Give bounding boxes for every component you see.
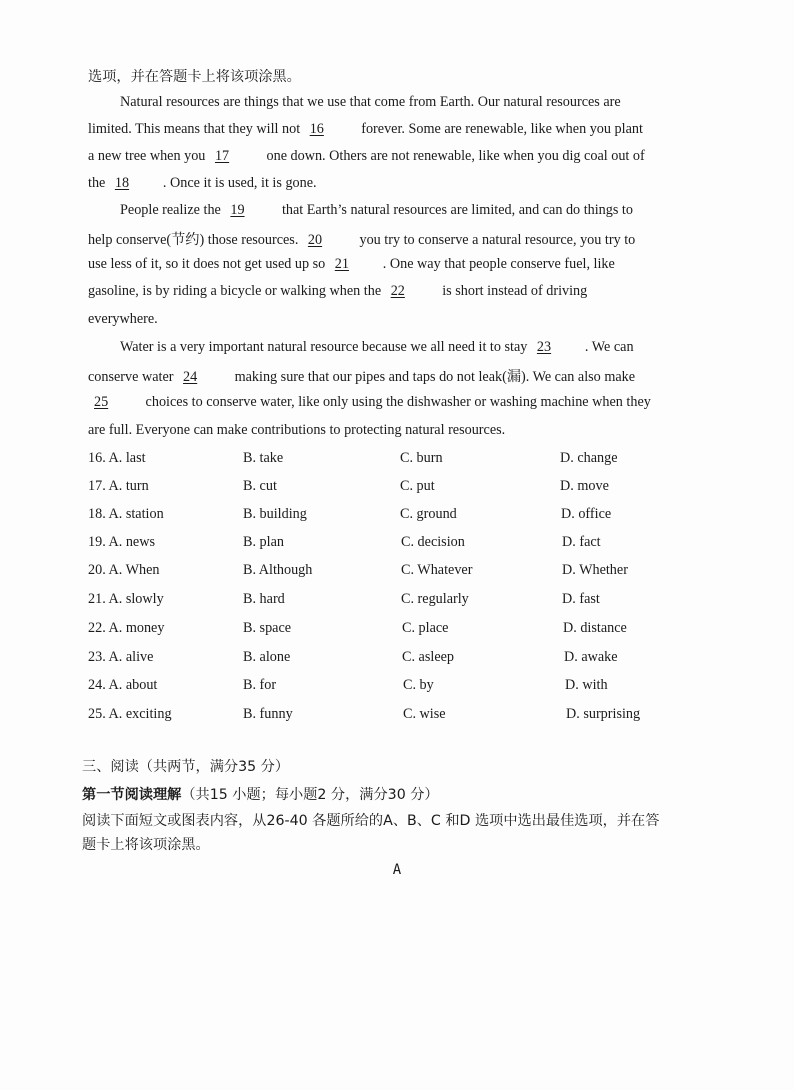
options-row-22 bbox=[88, 620, 728, 640]
text: Natural resources are things that we use that come from Earth. Our natural resources are bbox=[120, 94, 621, 110]
option-a: 25. A. exciting bbox=[88, 706, 172, 722]
options-row-20 bbox=[88, 562, 728, 582]
text: you try to conserve a natural resource, you try to bbox=[359, 232, 636, 248]
option-c: C. place bbox=[402, 620, 449, 636]
blank-23: 23 bbox=[536, 339, 552, 355]
option-a: 19. A. news bbox=[88, 534, 155, 550]
option-d: D. with bbox=[565, 677, 608, 693]
text: . One way that people conserve fuel, like bbox=[382, 256, 615, 272]
option-c: C. put bbox=[400, 478, 435, 494]
option-c: C. regularly bbox=[401, 591, 469, 607]
text: conserve water bbox=[88, 369, 174, 385]
option-d: D. distance bbox=[563, 620, 627, 636]
option-c: C. by bbox=[403, 677, 434, 693]
text: are full. Everyone can make contributions to protecting natural resources. bbox=[88, 422, 506, 438]
blank-22: 22 bbox=[390, 283, 405, 299]
section3-instruction-1: 阅读下面短文或图表内容，从26-40 各题所给的A、B、C 和D 选项中选出最佳选项，并在答 bbox=[82, 813, 660, 829]
text: Water is a very important natural resource because we all need it to stay bbox=[120, 339, 528, 355]
p1-line4 bbox=[88, 175, 317, 192]
subtitle-rest: （共15 小题；每小题2 分，满分30 分） bbox=[181, 787, 439, 803]
option-c: C. asleep bbox=[402, 649, 455, 665]
options-row-17 bbox=[88, 478, 728, 498]
section3-title: 三、阅读（共两节，满分35 分） bbox=[82, 759, 290, 775]
blank-21: 21 bbox=[334, 256, 349, 272]
option-d: D. move bbox=[560, 478, 609, 494]
option-b: B. hard bbox=[243, 591, 285, 607]
text: making sure that our pipes and taps do not leak(漏). We can also make bbox=[234, 369, 636, 385]
text: choices to conserve water, like only using the dishwasher or washing machine when they bbox=[145, 394, 651, 410]
option-b: B. cut bbox=[243, 478, 277, 494]
p3-line2 bbox=[88, 366, 635, 386]
text: that Earth’s natural resources are limited, and can do things to bbox=[281, 202, 633, 218]
p1-line1 bbox=[120, 94, 621, 111]
options-row-24 bbox=[88, 677, 728, 697]
option-b: B. alone bbox=[243, 649, 291, 665]
section3-instruction-2: 题卡上将该项涂黑。 bbox=[82, 837, 210, 853]
intro-line: 选项，并在答题卡上将该项涂黑。 bbox=[88, 69, 301, 85]
p3-line3 bbox=[88, 394, 651, 411]
blank-17: 17 bbox=[214, 148, 230, 164]
text: everywhere. bbox=[88, 311, 158, 327]
p3-line1 bbox=[120, 339, 634, 356]
option-a: 22. A. money bbox=[88, 620, 165, 636]
option-c: C. wise bbox=[403, 706, 446, 722]
option-a: 17. A. turn bbox=[88, 478, 149, 494]
option-b: B. plan bbox=[243, 534, 284, 550]
p2-line5 bbox=[88, 311, 158, 328]
text: . We can bbox=[584, 339, 634, 355]
option-c: C. decision bbox=[401, 534, 465, 550]
blank-24: 24 bbox=[183, 369, 198, 385]
option-d: D. office bbox=[561, 506, 612, 522]
text: . Once it is used, it is gone. bbox=[162, 175, 317, 191]
blank-16: 16 bbox=[309, 121, 324, 137]
p2-line3 bbox=[88, 256, 615, 273]
text: use less of it, so it does not get used up so bbox=[88, 256, 326, 272]
options-row-23 bbox=[88, 649, 728, 669]
option-a: 18. A. station bbox=[88, 506, 164, 522]
part-label: A bbox=[392, 862, 402, 878]
options-row-25 bbox=[88, 706, 728, 726]
option-a: 23. A. alive bbox=[88, 649, 154, 665]
option-a: 16. A. last bbox=[88, 450, 146, 466]
p1-line3 bbox=[88, 148, 645, 165]
section3-subtitle bbox=[82, 784, 439, 804]
blank-20: 20 bbox=[307, 232, 323, 248]
option-c: C. ground bbox=[400, 506, 457, 522]
option-d: D. change bbox=[560, 450, 618, 466]
option-b: B. building bbox=[243, 506, 307, 522]
options-row-21 bbox=[88, 591, 728, 611]
p2-line2 bbox=[88, 229, 635, 249]
subtitle-bold: 第一节阅读理解 bbox=[82, 787, 182, 803]
p1-line2 bbox=[88, 121, 643, 138]
option-d: D. awake bbox=[564, 649, 618, 665]
option-a: 20. A. When bbox=[88, 562, 160, 578]
text: one down. Others are not renewable, like when you dig coal out of bbox=[266, 148, 645, 164]
text: People realize the bbox=[120, 202, 221, 218]
blank-19: 19 bbox=[230, 202, 245, 218]
options-row-19 bbox=[88, 534, 728, 554]
blank-25: 25 bbox=[94, 394, 109, 410]
option-b: B. funny bbox=[243, 706, 293, 722]
option-b: B. space bbox=[243, 620, 292, 636]
option-d: D. fact bbox=[562, 534, 601, 550]
option-c: C. burn bbox=[400, 450, 443, 466]
option-a: 24. A. about bbox=[88, 677, 158, 693]
option-d: D. fast bbox=[562, 591, 600, 607]
options-row-18 bbox=[88, 506, 728, 526]
option-b: B. Although bbox=[243, 562, 313, 578]
p2-line4 bbox=[88, 283, 587, 300]
text: gasoline, is by riding a bicycle or walking when the bbox=[88, 283, 382, 299]
option-a: 21. A. slowly bbox=[88, 591, 164, 607]
option-d: D. surprising bbox=[566, 706, 641, 722]
text: the bbox=[88, 175, 106, 191]
text: is short instead of driving bbox=[442, 283, 588, 299]
p3-line4 bbox=[88, 422, 505, 439]
option-b: B. for bbox=[243, 677, 277, 693]
text: help conserve(节约) those resources. bbox=[88, 232, 299, 248]
p2-line1 bbox=[120, 202, 633, 219]
options-row-16 bbox=[88, 450, 728, 470]
blank-18: 18 bbox=[114, 175, 130, 191]
text: forever. Some are renewable, like when you plant bbox=[361, 121, 643, 137]
text: limited. This means that they will not bbox=[88, 121, 301, 137]
option-b: B. take bbox=[243, 450, 284, 466]
option-d: D. Whether bbox=[562, 562, 628, 578]
text: a new tree when you bbox=[88, 148, 206, 164]
option-c: C. Whatever bbox=[401, 562, 473, 578]
